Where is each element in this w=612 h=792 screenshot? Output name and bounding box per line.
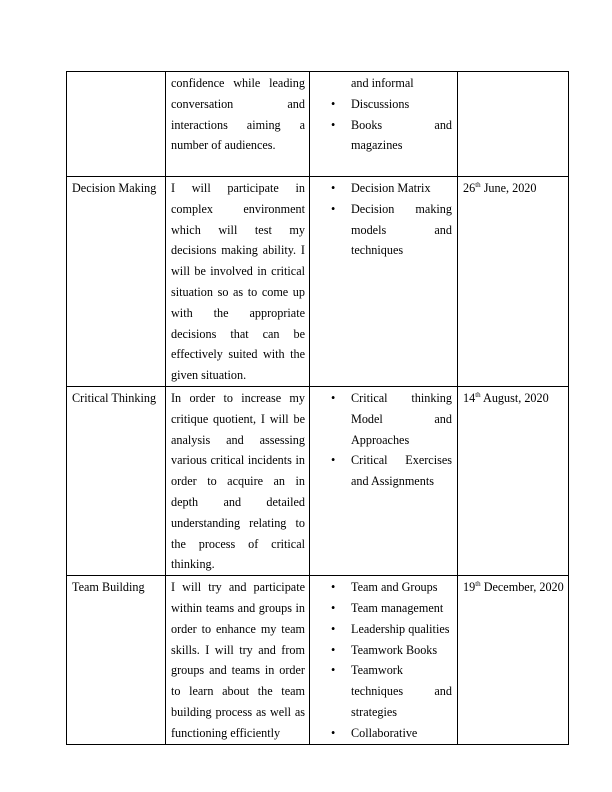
bullet-icon: •: [331, 201, 336, 216]
resource-item: [310, 115, 452, 157]
resource-item: [310, 199, 452, 261]
skill-cell: [67, 177, 166, 387]
resource-text: Decision making models and techniques: [351, 201, 452, 258]
resource-item: [310, 178, 452, 199]
resources-list: [310, 177, 457, 261]
table-row: [67, 177, 569, 387]
table-row: [67, 72, 569, 177]
resource-item: [310, 388, 452, 450]
resource-item: [310, 94, 452, 115]
table-row: [67, 576, 569, 744]
target-date: [458, 387, 568, 409]
action-description: [166, 576, 309, 743]
target-date-cell: [458, 576, 569, 744]
resource-text: Teamwork techniques and strategies: [351, 663, 452, 719]
action-text: I will try and participate within teams and groups in order to enhance my team skills. I will try and from groups and teams in order to learn about the team building process as well as functioning efficiently: [171, 580, 305, 740]
bullet-icon: •: [331, 663, 336, 678]
resources-cell: [310, 72, 458, 177]
table-body: [67, 72, 569, 745]
action-text: confidence while leading conversation and interactions aiming a number of audiences.: [171, 76, 305, 153]
skill-name: Critical Thinking: [72, 390, 157, 405]
action-cell: [166, 177, 310, 387]
bullet-icon: •: [331, 453, 336, 468]
skill-name: Team Building: [72, 580, 145, 595]
bullet-icon: •: [331, 117, 336, 132]
resource-item: [310, 450, 452, 492]
skill-cell: [67, 72, 166, 177]
resource-item: [310, 723, 452, 744]
skill-cell: [67, 386, 166, 575]
target-date: [458, 576, 568, 598]
resource-item: [310, 598, 452, 619]
bullet-icon: •: [331, 600, 336, 615]
action-text: In order to increase my critique quotient, I will be analysis and assessing various critical incidents in order to acquire an in depth and detailed understanding relating to the process of critical thinking.: [171, 390, 305, 572]
date-ordinal-suffix: th: [475, 390, 481, 399]
resource-text: Leadership qualities: [351, 621, 450, 636]
action-cell: [166, 72, 310, 177]
bullet-icon: •: [331, 621, 336, 636]
resources-cell: [310, 576, 458, 744]
resource-text: Discussions: [351, 96, 410, 111]
bullet-icon: •: [331, 725, 336, 740]
resource-text: Collaborative: [351, 725, 418, 740]
resource-item: [310, 577, 452, 598]
skill-name: [67, 72, 165, 73]
resource-item: [310, 640, 452, 661]
resource-item: [310, 73, 452, 94]
target-date: [458, 72, 568, 73]
bullet-icon: •: [331, 642, 336, 657]
resources-list: [310, 387, 457, 492]
resource-text: Books and magazines: [351, 117, 452, 153]
skill-cell: [67, 576, 166, 744]
resources-list: [310, 72, 457, 156]
bullet-icon: •: [331, 390, 336, 405]
date-ordinal-suffix: th: [475, 580, 481, 589]
resource-item: [310, 660, 452, 722]
action-description: [166, 177, 309, 386]
resource-text: Team and Groups: [351, 580, 438, 595]
action-cell: [166, 386, 310, 575]
target-date: [458, 177, 568, 199]
resource-text: Critical Exercises and Assignments: [351, 453, 452, 489]
resources-cell: [310, 386, 458, 575]
bullet-icon: •: [331, 181, 336, 195]
resource-text: Teamwork Books: [351, 642, 438, 657]
resource-text: Critical thinking Model and Approaches: [351, 390, 452, 447]
bullet-icon: •: [331, 580, 336, 595]
date-month-year: June, 2020: [480, 181, 537, 195]
date-month-year: August, 2020: [480, 390, 549, 405]
date-day: 14: [463, 390, 476, 405]
development-plan-table: [66, 71, 569, 745]
resources-cell: [310, 177, 458, 387]
resource-text: Team management: [351, 600, 444, 615]
action-description: [166, 387, 309, 575]
date-month-year: December, 2020: [480, 580, 564, 595]
resource-text: and informal: [351, 76, 414, 90]
target-date-cell: [458, 386, 569, 575]
action-cell: [166, 576, 310, 744]
target-date-cell: [458, 72, 569, 177]
resource-text: Decision Matrix: [351, 181, 431, 195]
date-day: 26: [463, 181, 476, 195]
resources-list: [310, 576, 457, 743]
skill-name: Decision Making: [72, 181, 157, 195]
date-ordinal-suffix: th: [475, 181, 481, 189]
bullet-icon: •: [331, 96, 336, 111]
table-row: [67, 386, 569, 575]
target-date-cell: [458, 177, 569, 387]
resource-item: [310, 619, 452, 640]
action-description: [166, 72, 309, 156]
date-day: 19: [463, 580, 476, 595]
action-text: I will participate in complex environment which will test my decisions making ability. I will be involved in critical situation so as to come up with the appropriate decisions that can be effectively suited with the given situation.: [171, 181, 305, 383]
